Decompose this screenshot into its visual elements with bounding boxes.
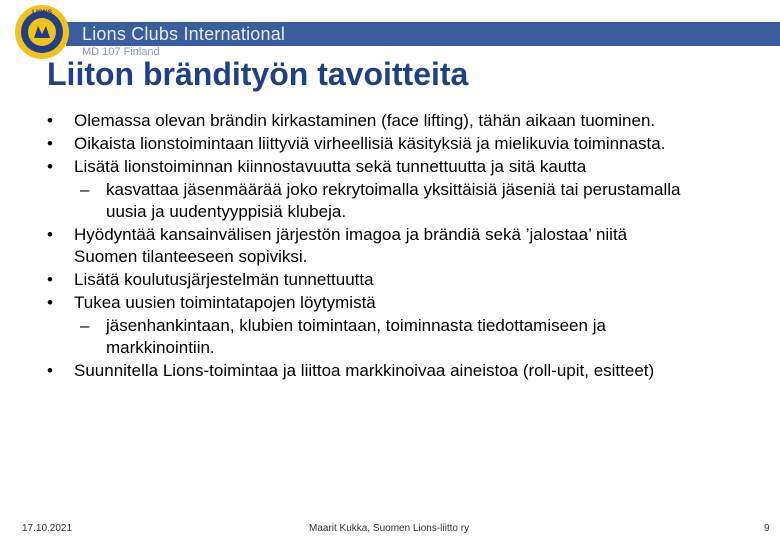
bullet-marker: • xyxy=(47,157,53,176)
bullet-marker: • xyxy=(47,293,53,312)
bullet-marker: • xyxy=(47,111,53,130)
org-subtitle: MD 107 Finland xyxy=(82,46,160,58)
bullet-item xyxy=(0,156,694,178)
bullet-text: Lisätä koulutusjärjestelmän tunnettuutta xyxy=(74,270,374,289)
bullet-marker: • xyxy=(47,134,53,153)
logo-text: LIONS xyxy=(32,9,52,16)
bullet-item xyxy=(0,360,694,382)
bullet-marker: • xyxy=(47,225,53,244)
bullet-item xyxy=(0,110,694,132)
slide-title: Liiton brändityön tavoitteita xyxy=(47,56,469,92)
bullet-marker: • xyxy=(47,270,53,289)
sub-bullet-text: kasvattaa jäsenmäärää joko rekrytoimalla yksittäisiä jäseniä tai perustamalla uusia ja uudentyyppisiä klubeja. xyxy=(106,180,681,221)
bullet-text: Tukea uusien toimintatapojen löytymistä xyxy=(74,293,376,312)
sub-bullet-marker: – xyxy=(80,180,90,199)
bullet-list xyxy=(0,110,780,383)
bullet-item xyxy=(0,224,694,268)
bullet-marker: • xyxy=(47,361,53,380)
bullet-text: Lisätä lionstoiminnan kiinnostavuutta sekä tunnettuutta ja sitä kautta xyxy=(74,157,587,176)
bullet-item xyxy=(0,292,694,314)
sub-bullet-marker: – xyxy=(80,316,90,335)
bullet-text: Oikaista lionstoimintaan liittyviä virheellisiä käsityksiä ja mielikuvia toiminnasta. xyxy=(74,134,666,153)
page-number: 9 xyxy=(764,523,770,534)
sub-bullet-text: jäsenhankintaan, klubien toimintaan, toiminnasta tiedottamiseen ja markkinointiin. xyxy=(106,316,606,357)
footer-date: 17.10.2021 xyxy=(22,523,73,534)
bullet-item xyxy=(0,269,694,291)
bullet-text: Olemassa olevan brändin kirkastaminen (face lifting), tähän aikaan tuominen. xyxy=(74,111,656,130)
bullet-text: Suunnitella Lions-toimintaa ja liittoa markkinoivaa aineistoa (roll-upit, esitteet) xyxy=(74,361,655,380)
org-name: Lions Clubs International xyxy=(82,24,286,44)
footer-author: Maarit Kukka, Suomen Lions-liitto ry xyxy=(309,523,470,534)
sub-bullet-item xyxy=(0,315,716,359)
bullet-text: Hyödyntää kansainvälisen järjestön imagoa ja brändiä sekä ’jalostaa’ niitä Suomen tilanteeseen sopiviksi. xyxy=(74,225,628,266)
bullet-item xyxy=(0,133,694,155)
sub-bullet-item xyxy=(0,179,716,223)
lions-logo-icon xyxy=(14,4,70,60)
